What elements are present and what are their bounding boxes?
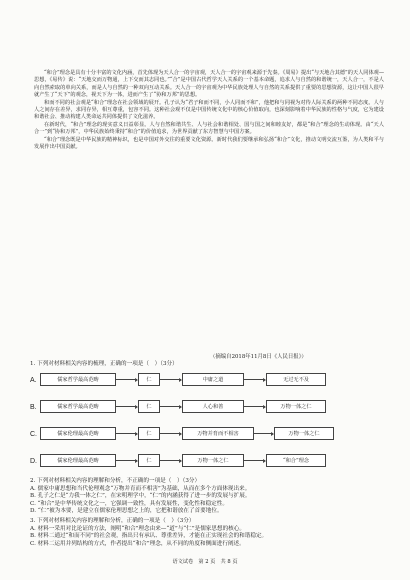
option-c-diagram[interactable] — [30, 427, 386, 447]
question-3 — [30, 518, 386, 548]
passage — [34, 70, 384, 151]
arrow-icon — [159, 379, 181, 380]
arrow-icon — [115, 460, 137, 461]
question-2-option-b[interactable]: B. 孔子之仁是“力我一体之仁”，在宋明理学中，“仁”的内涵获得了进一步的发展与扩展。 — [30, 493, 251, 500]
question-1-stem: 1. 下列对材料相关内容的梳理，正确的一项是（ ）（3分） — [30, 361, 178, 367]
flow-box: 中庸之道 — [182, 373, 244, 386]
flow-box: 儒家伦理最高范畴 — [40, 427, 116, 440]
question-2-option-d[interactable]: D. “仁”被为本要，是建立在儒家伦理思想之上的，它把和谐放在了首要地位。 — [30, 508, 223, 515]
option-a-diagram[interactable] — [30, 373, 386, 393]
arrow-icon — [159, 406, 181, 407]
arrow-icon — [159, 460, 181, 461]
flow-box: “和合”理念 — [266, 454, 326, 467]
flow-box: 无过无不及 — [266, 373, 326, 386]
flow-box: 万物一体之仁 — [266, 400, 326, 413]
flow-box: 仁 — [138, 454, 160, 467]
question-3-stem: 3. 下列对材料相关内容的理解和分析，正确的一项是（ ）（3分） — [30, 518, 195, 524]
source-citation: （摘编自2018年11月8日《人民日报》） — [210, 354, 307, 360]
flow-box: 儒家哲学最高范畴 — [40, 400, 116, 413]
arrow-icon — [115, 433, 137, 434]
arrow-icon — [243, 379, 265, 380]
arrow-icon — [115, 406, 137, 407]
option-letter: C. — [30, 431, 37, 438]
arrow-icon — [253, 433, 273, 434]
flow-box: 儒家哲学最高范畴 — [40, 373, 116, 386]
flow-box: 万物并育而不相害 — [182, 427, 254, 440]
flow-box: 儒家伦理最高范畴 — [40, 454, 116, 467]
arrow-icon — [159, 433, 181, 434]
flow-box: 万物一体之仁 — [182, 454, 244, 467]
question-2-option-c[interactable]: C. “和合”是中华传统文化之一，它强调一致性，具有发展性，变化性和稳定性。 — [30, 500, 228, 507]
flow-box: 仁 — [138, 373, 160, 386]
option-b-diagram[interactable] — [30, 400, 386, 420]
option-letter: D. — [30, 458, 37, 465]
passage-paragraph: 在新时代，“和合”理念的现实意义日益彰显。人与自然和谐共生、人与社会和谐相处、国与国之间和睦友好，都是“和合”理念的生动体现。由“天人合一”到“协和万邦”，中华民族始终秉持“和合”的价值追求，为世界贡献了东方智慧与中国方案。 — [34, 121, 384, 136]
passage-paragraph: “和合”理念既是中华民族的精神标识，也是中国对外交往的重要文化资源。新时代我们要继承和弘扬“和合”文化，推动文明交流互鉴，为人类和平与发展作出中国贡献。 — [34, 136, 384, 151]
option-letter: A. — [30, 377, 37, 384]
question-3-option-a[interactable]: A. 材料一采用对比论证的方法，阐明“和合”理念由来—“道”与“仁”是儒家思想的核心。 — [30, 525, 245, 532]
question-2-option-a[interactable]: A. 儒家中庸思想和当代伦理观念“万物并育而不相害”为基础，从而在多个方面体现出来。 — [30, 485, 251, 492]
question-2-stem: 2. 下列对材料相关内容的理解和分析，不正确的一项是（ ）（3分） — [30, 478, 201, 484]
page-footer: 语文试卷 第 2 页 共 8 页 — [172, 559, 238, 565]
question-3-option-b[interactable]: B. 材料二通过“和而不同”的社会观，指出只有承认、尊重差异，才能在正实现社会的和谐稳定。 — [30, 533, 268, 540]
question-3-option-c[interactable]: C. 材料二运用并列结构的方式，作者提出“和合”理念，从不同的角度和侧面进行阐述。 — [30, 540, 245, 547]
arrow-icon — [115, 379, 137, 380]
arrow-icon — [243, 460, 265, 461]
option-d-diagram[interactable] — [30, 454, 386, 474]
passage-paragraph: “和合”理念是具有十分丰富的文化内涵，首先体现为天人合一的宇宙观，天人合一的宇宙观来源于先秦。《周易》提出“与天地合其德”的天人同体观—思想，《易传》说：“天地交而万物通，上下交而其志同也。”“合”是中国古代哲学天人关系的一个基本命题，追求人与自然的和谐统一，天人合一，不是人向自然索取的单向关系，而是人与自然的一种双向互动关系。天人合一的宇宙观为中华民族处理人与自然的关系提供了重要的思想资源，这让中国人很早就产生了“天下”的观念，视天下为一体，进而产生了“协和万邦”的思想。 — [34, 70, 385, 99]
passage-paragraph: 和而不同的社会观是“和合”理念在社会领域的展开。孔子认为“君子和而不同，小人同而不和”，他把和与同视为对待人际关系的两种不同态度。人与人之间存在差异，求同存异，相互尊重，包容不同。这种社会观不仅是中国传统文化中的核心价值取向，也深刻影响着中华民族的性格与气度，它为建设和谐社会、推动构建人类命运共同体提供了文化滋养。 — [34, 99, 384, 121]
option-letter: B. — [30, 404, 37, 411]
flow-box: 仁 — [138, 427, 160, 440]
question-2 — [30, 478, 386, 516]
flow-box: 仁 — [138, 400, 160, 413]
arrow-icon — [243, 406, 265, 407]
flow-box: 万物一体之仁 — [274, 427, 334, 440]
flow-box: 人心和善 — [182, 400, 244, 413]
